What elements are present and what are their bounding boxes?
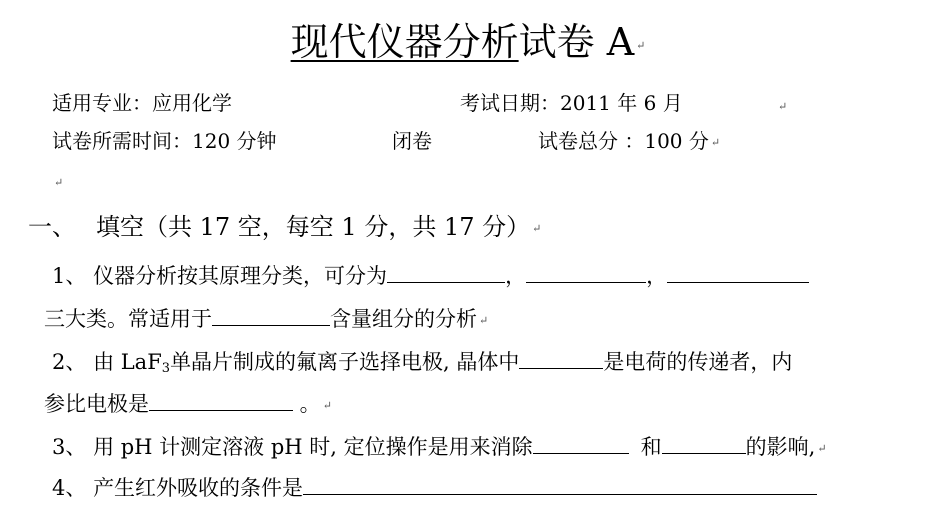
question-1-cont-b: 含量组分的分析 (330, 307, 477, 331)
section-title: 填空（共 17 空，每空 1 分，共 17 分） (96, 213, 531, 241)
paragraph-mark-icon: ↵ (54, 176, 64, 189)
section-heading (28, 212, 541, 244)
question-3-text-c: 的影响, (745, 435, 816, 459)
exam-title-paper: 试卷 A (518, 20, 635, 64)
question-3-text-a: 用 pH 计测定溶液 pH 时, 定位操作是用来消除 (93, 435, 533, 459)
question-2 (52, 348, 792, 383)
paragraph-mark-icon: ↵ (817, 441, 827, 455)
time-label: 试卷所需时间： (52, 129, 192, 153)
paragraph-mark-icon: ↵ (532, 221, 542, 235)
meta-major (52, 90, 232, 116)
question-1-cont-a: 三大类。常适用于 (44, 307, 212, 331)
answer-blank[interactable] (303, 474, 817, 495)
question-2-text-c: 是电荷的传递者，内 (603, 350, 793, 374)
paragraph-mark-icon: ↵ (778, 100, 788, 113)
question-4-text: 产生红外吸收的条件是 (93, 476, 304, 500)
exam-title-subject: 现代仪器分析 (290, 20, 519, 64)
answer-blank[interactable] (149, 390, 293, 411)
question-2-text-a: 由 LaF (93, 350, 162, 374)
score-label: 试卷总分 ： (538, 129, 645, 153)
answer-blank[interactable] (526, 262, 646, 283)
question-3-text-b: 和 (640, 435, 662, 459)
date-value: 2011 年 6 月 (560, 91, 683, 115)
meta-score (538, 128, 720, 156)
question-1-continued (44, 305, 488, 335)
question-4-number: 4、 (52, 476, 87, 500)
answer-blank[interactable] (387, 262, 505, 283)
empty-paragraph (52, 172, 63, 191)
paragraph-mark-icon: ↵ (322, 398, 332, 412)
time-value: 120 分钟 (192, 129, 277, 153)
major-value: 应用化学 (152, 91, 232, 115)
meta-time (52, 128, 277, 154)
date-label: 考试日期： (460, 91, 560, 115)
answer-blank[interactable] (212, 305, 330, 326)
question-4 (52, 474, 817, 502)
question-2-continued (44, 390, 332, 420)
question-2-cont-b: 。 (293, 392, 321, 416)
major-label: 适用专业： (52, 91, 152, 115)
question-2-text-b: 单晶片制成的氟离子选择电极, 晶体中 (170, 350, 520, 374)
question-3-number: 3、 (52, 435, 87, 459)
question-2-cont-a: 参比电极是 (44, 392, 149, 416)
paragraph-mark-icon: ↵ (479, 313, 489, 327)
question-2-subscript: 3 (161, 361, 171, 376)
question-1-sep: ， (646, 264, 668, 288)
question-1-sep: ， (505, 264, 527, 288)
question-1-number: 1、 (52, 264, 87, 288)
answer-blank[interactable] (519, 348, 603, 369)
question-1-text: 仪器分析按其原理分类，可分为 (93, 264, 388, 288)
question-2-number: 2、 (52, 350, 87, 374)
meta-exam-type (392, 128, 432, 154)
paragraph-mark-icon: ↵ (636, 38, 646, 52)
exam-title (0, 18, 936, 70)
paragraph-mark-icon: ↵ (710, 135, 721, 149)
meta-row1-mark (776, 96, 787, 115)
score-value: 100 分 (644, 129, 709, 153)
section-number: 一、 (28, 213, 76, 241)
meta-date (460, 90, 683, 116)
answer-blank[interactable] (667, 262, 809, 283)
answer-blank[interactable] (662, 433, 746, 454)
exam-type: 闭卷 (392, 129, 432, 153)
answer-blank[interactable] (533, 433, 629, 454)
question-1 (52, 262, 809, 290)
question-3 (52, 433, 827, 463)
